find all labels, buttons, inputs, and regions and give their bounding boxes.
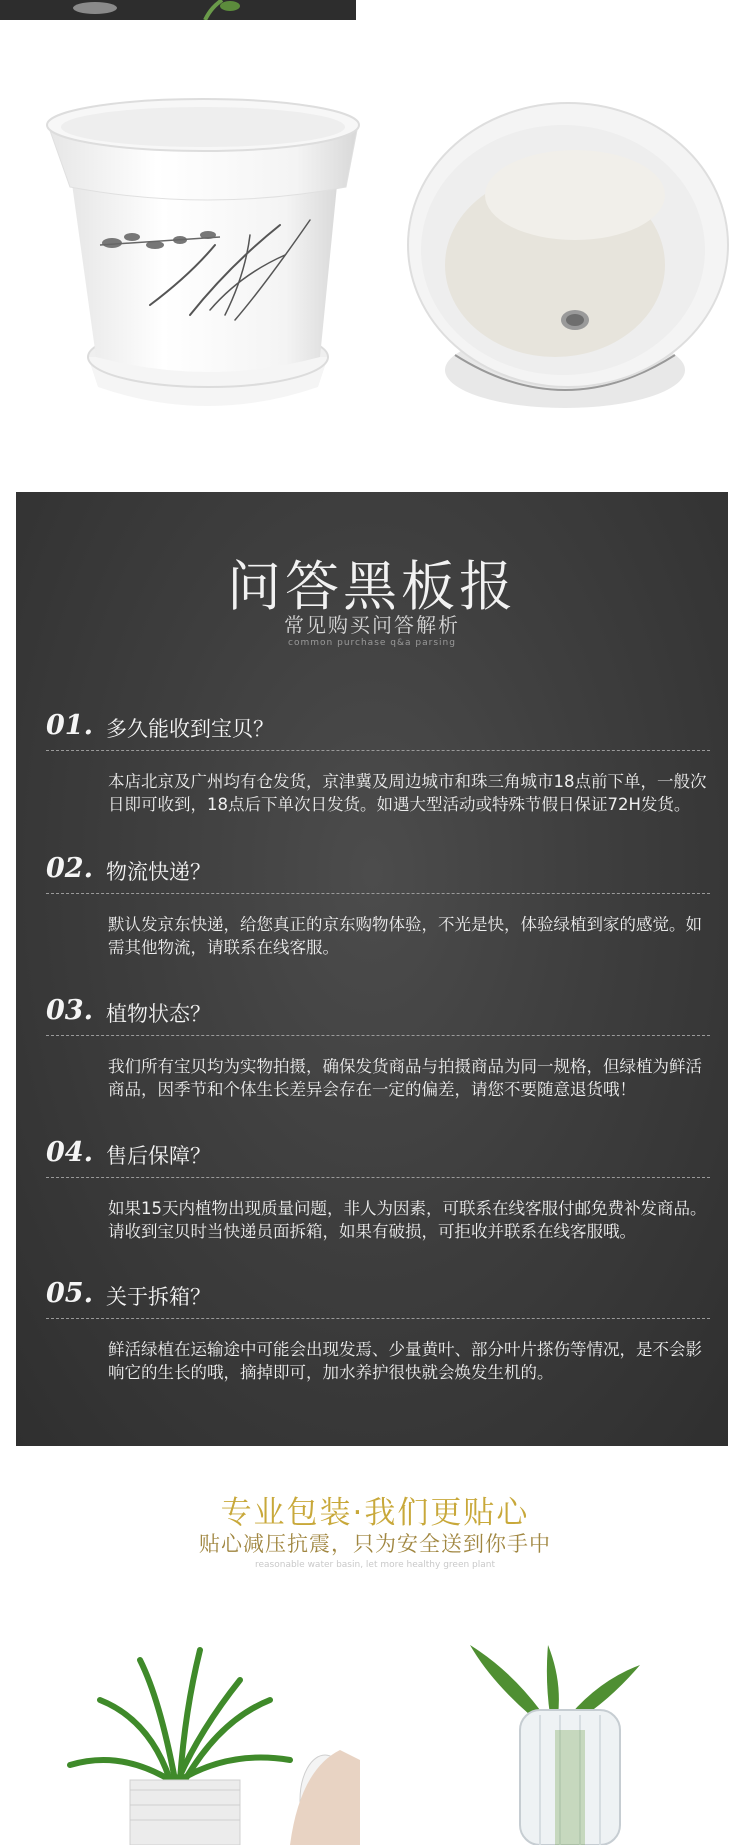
question-text: 关于拆箱？ xyxy=(106,1285,211,1309)
board-subtitle: 常见购买问答解析 xyxy=(284,613,460,637)
question-text: 植物状态？ xyxy=(106,1002,211,1026)
dashed-divider xyxy=(46,1318,710,1319)
board-title: 问答黑板报 xyxy=(227,555,517,618)
question-number: 04. xyxy=(46,1137,93,1168)
previous-photo-strip xyxy=(0,0,356,20)
packaging-title: 专业包装·我们更贴心 xyxy=(220,1495,530,1531)
dashed-divider xyxy=(46,750,710,751)
board-subtitle-en: common purchase q&a parsing xyxy=(288,638,456,648)
dashed-divider xyxy=(46,1177,710,1178)
question-number: 02. xyxy=(46,853,93,884)
question-number: 05. xyxy=(46,1278,93,1309)
qa-chalkboard xyxy=(16,492,728,1446)
question-text: 多久能收到宝贝？ xyxy=(106,717,274,741)
pot-top-view-image xyxy=(405,95,740,435)
question-text: 售后保障？ xyxy=(106,1144,211,1168)
answer-text: 本店北京及广州均有仓发货，京津冀及周边城市和珠三角城市18点前下单，一般次日即可收到，18点后下单次日发货。如遇大型活动或特殊节假日保证72H发货。 xyxy=(108,772,707,814)
answer-text: 鲜活绿植在运输途中可能会出现发焉、少量黄叶、部分叶片搽伤等情况，是不会影响它的生长的哦，摘掉即可，加水养护很快就会焕发生机的。 xyxy=(108,1340,702,1382)
answer-text: 我们所有宝贝均为实物拍摄，确保发货商品与拍摄商品为同一规格，但绿植为鲜活商品，因季节和个体生长差异会存在一定的偏差，请您不要随意退货哦！ xyxy=(108,1057,702,1099)
answer-text: 默认发京东快递，给您真正的京东购物体验，不光是快，体验绿植到家的感觉。如需其他物流，请联系在线客服。 xyxy=(108,915,702,957)
packaging-subtitle-en: reasonable water basin, let more healthy green plant xyxy=(254,1560,496,1570)
question-number: 01. xyxy=(46,710,93,741)
question-number: 03. xyxy=(46,995,93,1026)
dashed-divider xyxy=(46,1035,710,1036)
question-text: 物流快递？ xyxy=(106,860,211,884)
packaging-subtitle: 贴心减压抗震，只为安全送到你手中 xyxy=(199,1532,551,1556)
pot-side-view-image xyxy=(40,95,380,435)
plant-wrapping-image xyxy=(60,1640,360,1845)
dashed-divider xyxy=(46,893,710,894)
air-cushion-packaging-image xyxy=(470,1640,670,1845)
answer-text: 如果15天内植物出现质量问题，非人为因素，可联系在线客服付邮免费补发商品。请收到宝贝时当快递员面拆箱，如果有破损，可拒收并联系在线客服哦。 xyxy=(108,1199,707,1241)
